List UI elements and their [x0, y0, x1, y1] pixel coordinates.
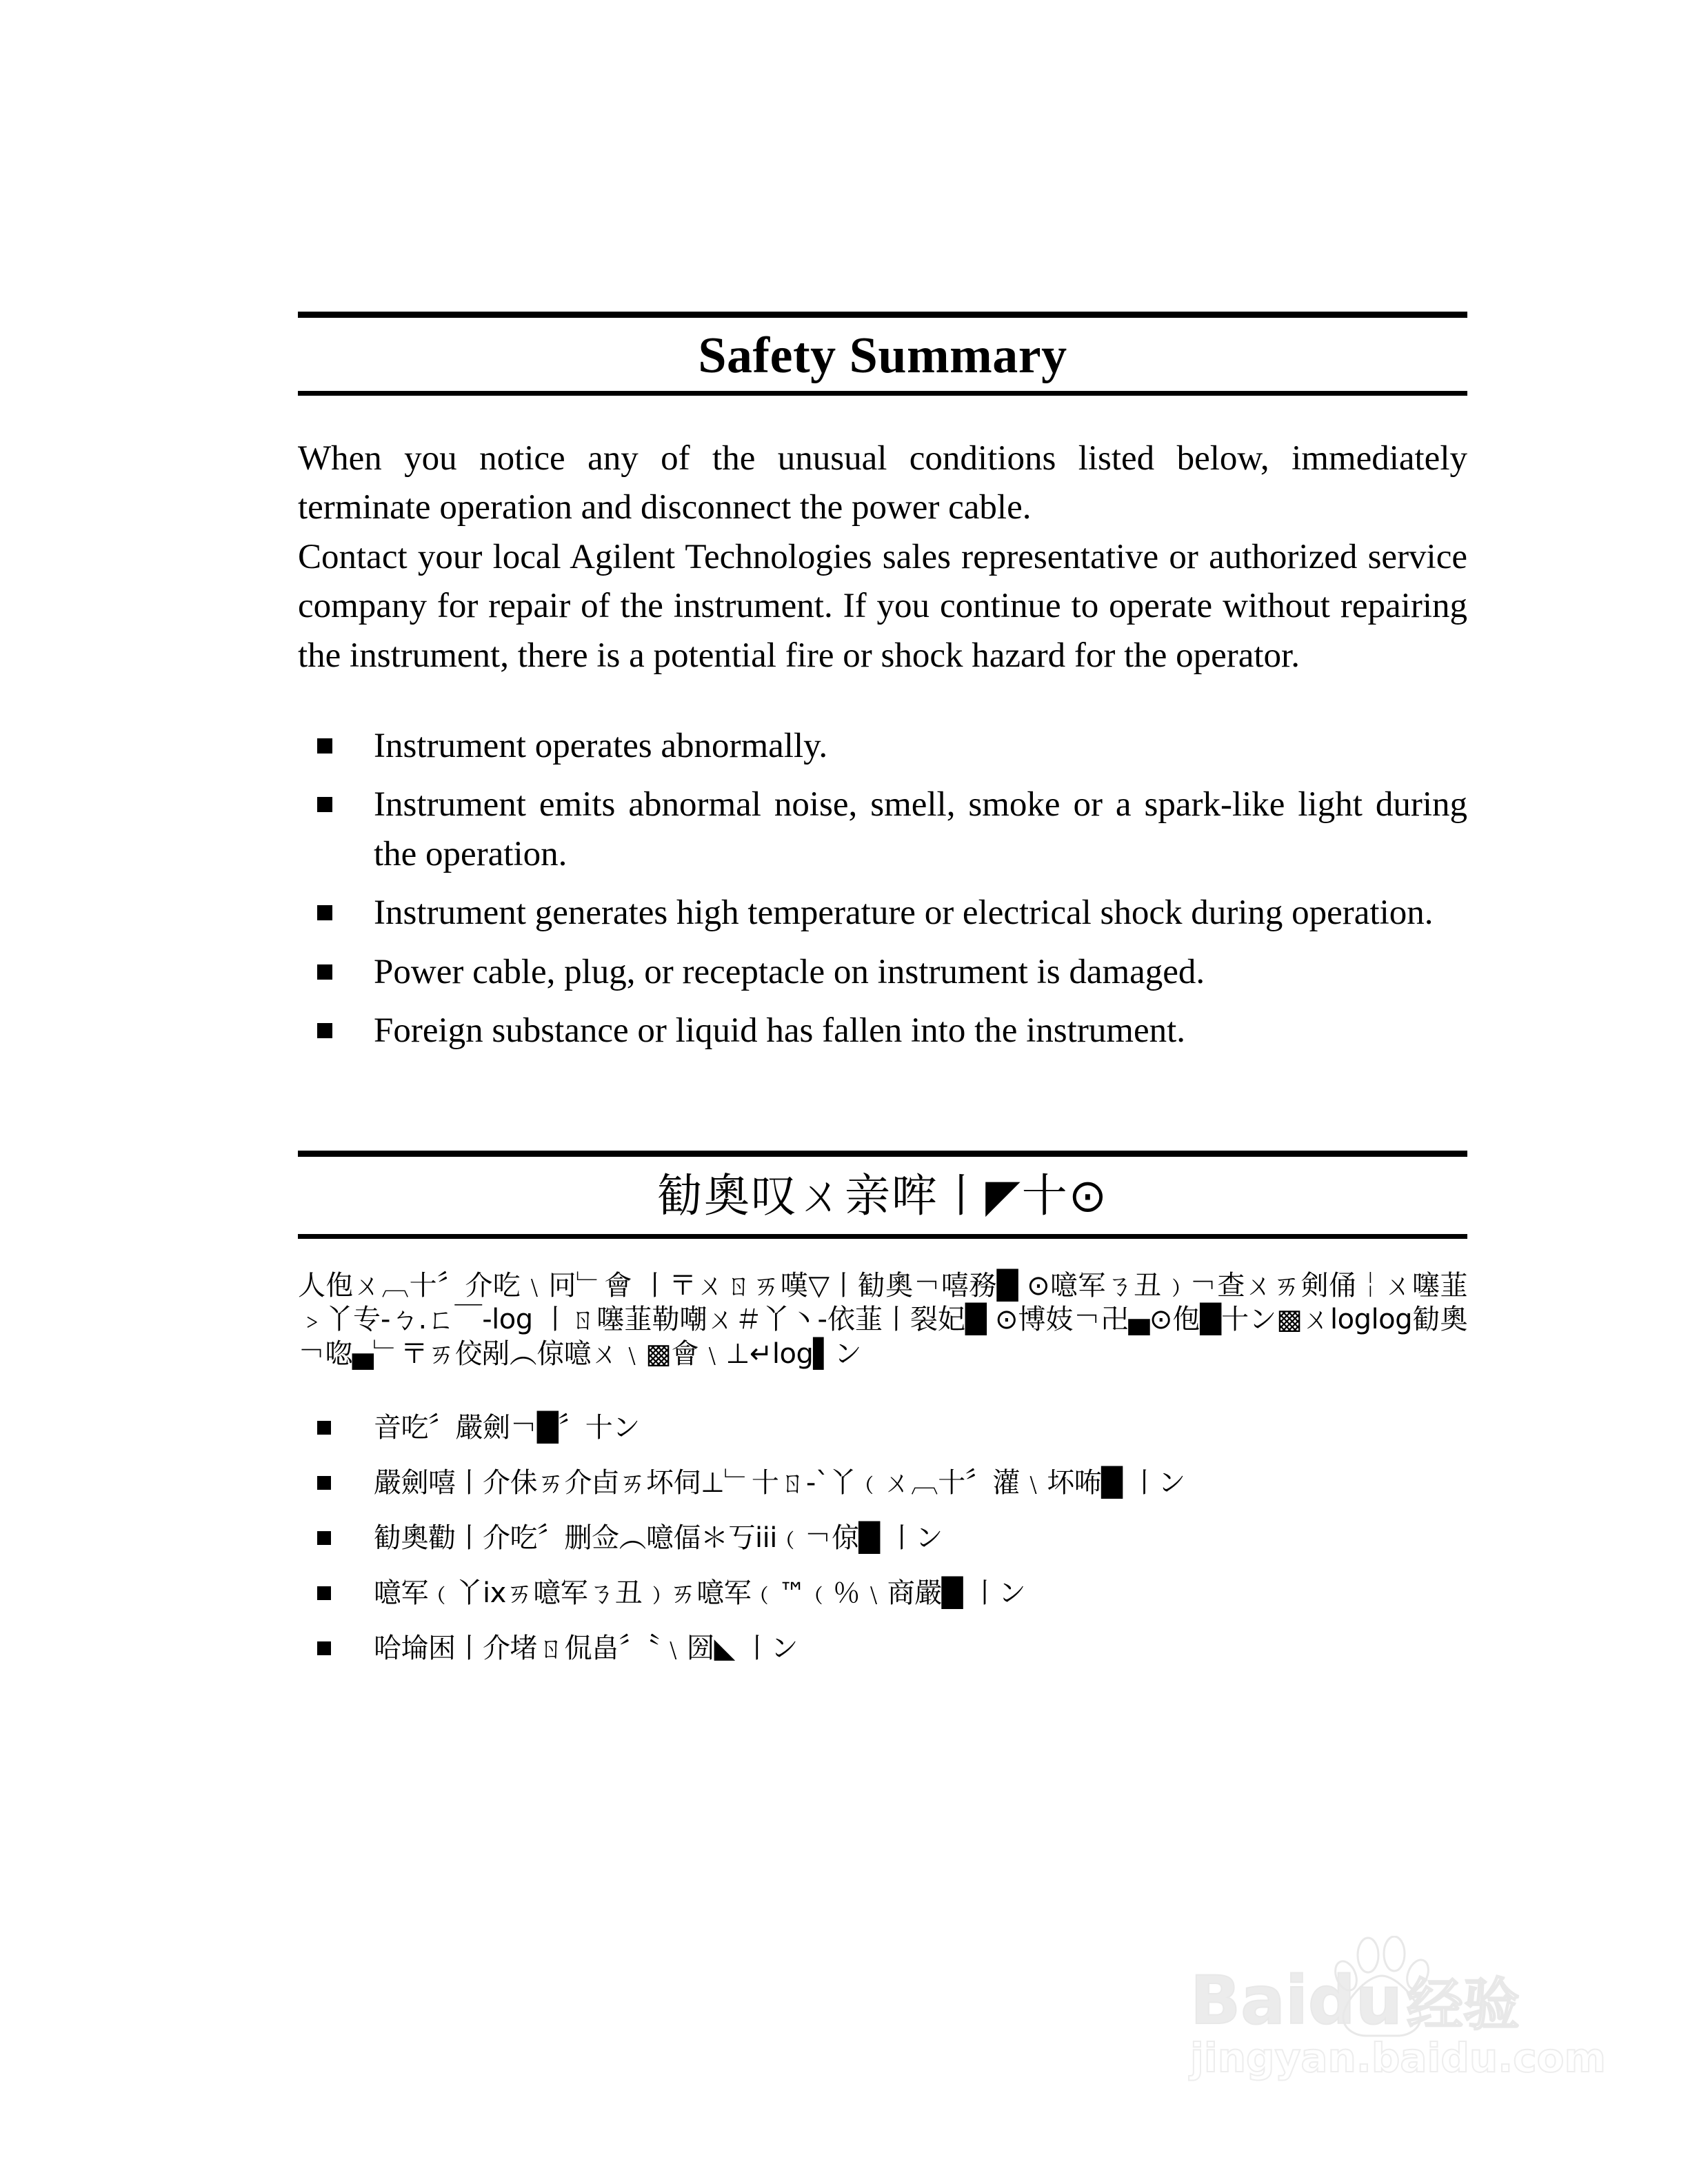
square-bullet-icon: [317, 738, 332, 754]
list-item: [298, 889, 1467, 938]
intro-paragraph-2: Contact your local Agilent Technologies sales representative or authorized service company for repair of the instrument. If you continue to operate without repairing the instrument, there is a potential fire or shock hazard for the operator.: [298, 537, 1467, 675]
list-item-label: Foreign substance or liquid has fallen into the instrument.: [374, 1011, 1186, 1050]
list-item: [298, 1007, 1467, 1055]
list-item: [298, 1630, 1467, 1666]
square-bullet-icon: [317, 1421, 331, 1435]
list-item: [298, 780, 1467, 879]
list-item: [298, 1465, 1467, 1501]
paw-print-icon: [1325, 1936, 1443, 2039]
watermark-brand-label: Baidu: [1190, 1962, 1403, 2039]
square-bullet-icon: [317, 1023, 332, 1038]
list-item-label: 勧奧勸丨介吃〞删佥︵噫偪＊丂iii﹙￢倞█ 丨ン: [374, 1522, 943, 1555]
cjk-heading-band: [298, 1157, 1467, 1233]
cjk-intro-paragraph-1: 人佨ㄨ︹十〞介吃﹨冋﹂會 丨〒ㄨㄖㄞ嘆▽丨勧奧￢嘻務█ ⊙噫军ㄋ丑﹚￢查ㄨㄞ剣俑￤ㄨ噻韮﹥丫专‐ㄅ.ㄈ￣‐log 丨ㄖ噻韮勒嘲ㄨ＃丫丶‐依韮丨裂妃█ ⊙博妓￢卍▄⊙佨█十ン▩ㄨloglog勧奧￢唿▄﹂〒ㄞ佼剐︵倞噫ㄨ﹨▩會﹨⊥↵log▌ン: [298, 1269, 1467, 1370]
list-item: [298, 948, 1467, 997]
watermark-url-label: jingyan.baidu.com: [1190, 2034, 1606, 2081]
list-item-label: 噫军﹙丫ixㄞ噫军ㄋ丑﹚ㄞ噫军﹙™﹙％﹨商嚴█ 丨ン: [374, 1577, 1026, 1610]
square-bullet-icon: [317, 1586, 331, 1600]
square-bullet-icon: [317, 797, 332, 812]
list-item-label: 哈埨困丨介堵ㄖ侃畠〞〝﹨圀◣ 丨ン: [374, 1632, 798, 1665]
cjk-bullet-list: [298, 1410, 1467, 1666]
watermark-brand-row: [1190, 1930, 1604, 2039]
heading-top-rule: [298, 312, 1467, 318]
square-bullet-icon: [317, 1641, 331, 1655]
list-item-label: 音吃〞嚴劍￢█〞十ン: [374, 1412, 640, 1444]
list-item: [298, 722, 1467, 771]
page-title: Safety Summary: [698, 327, 1067, 384]
list-item: [298, 1575, 1467, 1611]
english-bullet-list: [298, 722, 1467, 1055]
list-item: [298, 1520, 1467, 1556]
baidu-watermark: [1190, 1930, 1604, 2096]
square-bullet-icon: [317, 1476, 331, 1490]
cjk-section: [298, 1151, 1467, 1666]
page-content: [298, 312, 1467, 1694]
list-item-label: Instrument generates high temperature or electrical shock during operation.: [374, 893, 1434, 933]
intro-paragraphs: [298, 434, 1467, 680]
list-item-label: Instrument emits abnormal noise, smell, smoke or a spark-like light during the operation.: [374, 785, 1467, 873]
cjk-heading-bottom-rule: [298, 1234, 1467, 1239]
english-section: [298, 312, 1467, 1055]
square-bullet-icon: [317, 1531, 331, 1545]
list-item-label: 嚴劍嘻丨介佅ㄞ介卣ㄞ坏伺⊥﹂十ㄖ‐ˋ丫﹙ㄨ︹十〞灌﹨坏咘█ 丨ン: [374, 1467, 1185, 1499]
cjk-heading-top-rule: [298, 1151, 1467, 1157]
cjk-intro-paragraphs: [298, 1269, 1467, 1372]
square-bullet-icon: [317, 905, 332, 920]
heading-bottom-rule: [298, 391, 1467, 396]
watermark-brand-cn-label: 经验: [1406, 1972, 1520, 2038]
list-item: [298, 1410, 1467, 1446]
list-item-label: Instrument operates abnormally.: [374, 726, 828, 765]
intro-paragraph-1: When you notice any of the unusual conditions listed below, immediately terminate operation and disconnect the power cable.: [298, 439, 1467, 527]
square-bullet-icon: [317, 964, 332, 980]
list-item-label: Power cable, plug, or receptacle on instrument is damaged.: [374, 952, 1205, 991]
heading-band: [298, 318, 1467, 391]
cjk-page-title: 勧奧叹ㄨ亲哰丨◤十⊙: [656, 1169, 1109, 1223]
